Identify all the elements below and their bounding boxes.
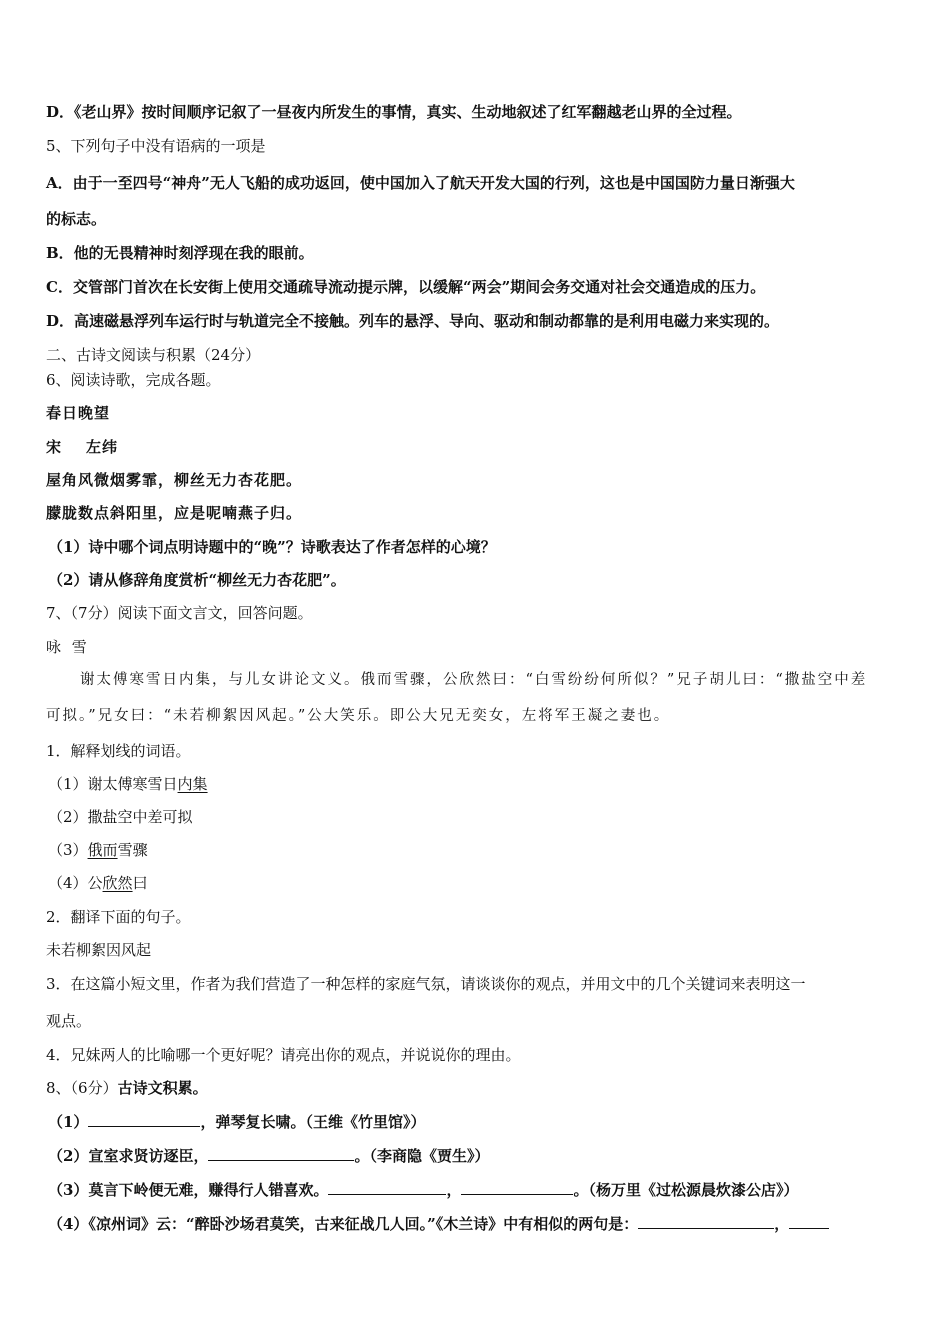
answer-blank[interactable] — [461, 1180, 573, 1195]
q7-question-3-line-1: 3．在这篇小短文里，作者为我们营造了一种怎样的家庭气氛，请谈谈你的观点，并用文中的几个关键词来表明这一 — [46, 975, 806, 993]
item-text: 雪骤 — [117, 841, 148, 859]
poem-attribution — [46, 437, 118, 457]
q7-question-4: 4．兄妹两人的比喻哪一个更好呢？请亮出你的观点，并说说你的理由。 — [46, 1046, 521, 1064]
q7-word-item-1 — [48, 774, 208, 794]
q6-stem: 6、阅读诗歌，完成各题。 — [46, 371, 221, 389]
item-text: （1）谢太傅寒雪日 — [48, 775, 178, 793]
q5-option-c: C．交管部门首次在长安街上使用交通疏导流动提示牌，以缓解“两会”期间会务交通对社会交通造成的压力。 — [46, 278, 766, 296]
q8-item-3 — [48, 1180, 798, 1200]
classical-text-line-1: 谢太傅寒雪日内集，与儿女讲论文义。俄而雪骤，公欣然曰：“白雪纷纷何所似？”兄子胡儿曰：“撒盐空中差 — [80, 672, 868, 688]
item-text: 《凉州词》云：“醉卧沙场君莫笑，古来征战几人回。”《木兰诗》中有相似的两句是： — [88, 1215, 639, 1233]
answer-blank[interactable] — [638, 1214, 774, 1229]
item-text: 曰 — [132, 874, 148, 892]
item-text: ， — [446, 1181, 462, 1199]
q7-question-2-stem: 2．翻译下面的句子。 — [46, 908, 191, 926]
item-label: （3） — [48, 1181, 89, 1199]
q6-sub-question-1: （1）诗中哪个词点明诗题中的“晚”？诗歌表达了作者怎样的心境？ — [48, 538, 496, 556]
item-label: （2） — [48, 1147, 89, 1165]
poem-author: 左纬 — [86, 438, 119, 456]
item-text: 。（杨万里《过松源晨炊漆公店》） — [573, 1181, 799, 1199]
item-text: ，弹琴复长啸。（王维《竹里馆》） — [200, 1113, 426, 1131]
answer-blank[interactable] — [789, 1214, 829, 1229]
q7-question-2-sentence: 未若柳絮因风起 — [46, 941, 152, 959]
classical-text-title: 咏 雪 — [46, 638, 90, 656]
q7-question-1-stem: 1．解释划线的词语。 — [46, 742, 191, 760]
poem-title: 春日晚望 — [46, 404, 111, 422]
item-text: 宣室求贤访逐臣， — [88, 1147, 209, 1165]
underlined-word: 内集 — [177, 775, 208, 793]
q7-stem: 7、（7分）阅读下面文言文，回答问题。 — [46, 604, 313, 622]
q5-option-a-line2: 的标志。 — [46, 210, 107, 228]
q7-word-item-3 — [48, 840, 148, 860]
q5-option-b: B．他的无畏精神时刻浮现在我的眼前。 — [46, 244, 314, 262]
q5-option-d: D．高速磁悬浮列车运行时与轨道完全不接触。列车的悬浮、导向、驱动和制动都靠的是利用电磁力来实现的。 — [46, 312, 780, 330]
q8-item-2 — [48, 1146, 489, 1166]
classical-text-line-2: 可拟。”兄女曰：“未若柳絮因风起。”公大笑乐。即公大兄无奕女，左将军王凝之妻也。 — [46, 708, 671, 724]
q7-question-3-line-2: 观点。 — [46, 1012, 92, 1030]
q8-item-1 — [48, 1112, 425, 1132]
q7-word-item-2 — [48, 807, 193, 827]
underlined-word: 俄而 — [87, 841, 118, 859]
item-text: ， — [774, 1215, 790, 1233]
item-label: （1） — [48, 1113, 89, 1131]
section-2-heading: 二、古诗文阅读与积累（24分） — [46, 346, 261, 364]
answer-blank[interactable] — [208, 1146, 354, 1161]
q4-option-d: D．《老山界》按时间顺序记叙了一昼夜内所发生的事情，真实、生动地叙述了红军翻越老山界的全过程。 — [46, 103, 742, 121]
poem-line-2: 朦胧数点斜阳里，应是呢喃燕子归。 — [46, 504, 303, 522]
q8-stem — [46, 1078, 208, 1098]
q5-option-a-line1: A．由于一至四号“神舟”无人飞船的成功返回，使中国加入了航天开发大国的行列，这也是中国国防力量日渐强大 — [46, 174, 795, 192]
item-text: 。（李商隐《贾生》） — [354, 1147, 490, 1165]
underlined-word: 欣然 — [102, 874, 133, 892]
q6-sub-question-2: （2）请从修辞角度赏析“柳丝无力杏花肥”。 — [48, 571, 346, 589]
poem-dynasty: 宋 — [46, 438, 63, 456]
q5-stem: 5、下列句子中没有语病的一项是 — [46, 137, 266, 155]
item-text: （3） — [48, 841, 88, 859]
q8-item-4 — [48, 1214, 829, 1234]
answer-blank[interactable] — [88, 1112, 200, 1127]
q7-word-item-4 — [48, 873, 148, 893]
poem-line-1: 屋角风微烟雾霏，柳丝无力杏花肥。 — [46, 471, 303, 489]
item-text: 莫言下岭便无难，赚得行人错喜欢。 — [88, 1181, 329, 1199]
item-text: （2）撒盐空中差可拟 — [48, 808, 193, 826]
item-text: （4）公 — [48, 874, 103, 892]
answer-blank[interactable] — [328, 1180, 446, 1195]
q8-stem-prefix: 8、（6分） — [46, 1079, 118, 1097]
item-label: （4） — [48, 1215, 89, 1233]
q8-stem-title: 古诗文积累。 — [117, 1079, 208, 1097]
